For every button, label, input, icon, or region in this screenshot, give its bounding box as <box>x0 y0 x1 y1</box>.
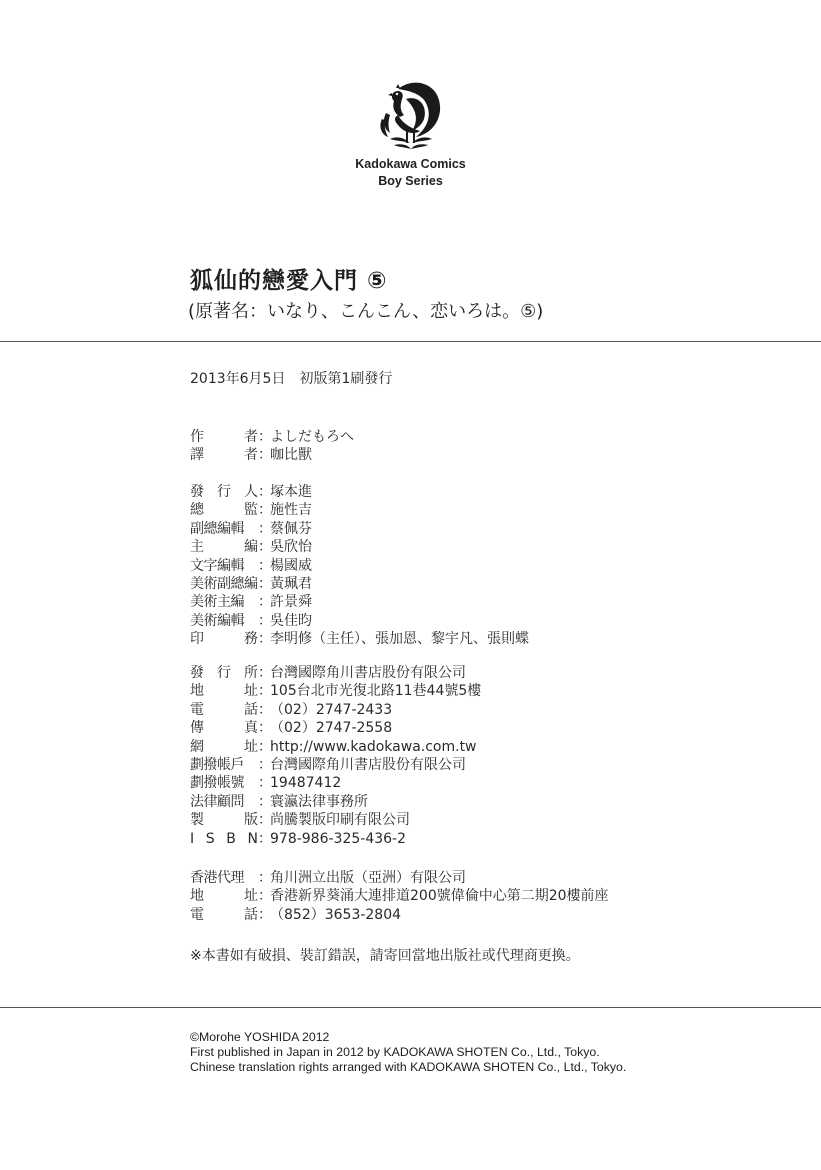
staff-row <box>190 630 529 648</box>
separator: ： <box>258 683 272 700</box>
field-value: http://www.kadokawa.com.tw <box>270 738 477 755</box>
hongkong-row <box>190 869 609 887</box>
separator: ： <box>258 447 272 464</box>
logo-line-2: Boy Series <box>378 174 443 188</box>
label-char: 劃撥帳戶 <box>190 756 244 773</box>
staff-row <box>190 520 529 538</box>
field-label <box>190 557 258 575</box>
separator: ： <box>258 775 272 792</box>
separator: ： <box>258 520 272 537</box>
publisher-row <box>190 738 481 756</box>
field-value: 香港新界葵涌大連排道200號偉倫中心第二期20樓前座 <box>270 888 609 905</box>
field-value: （02）2747-2558 <box>270 720 393 737</box>
copyright-line: ©Morohe YOSHIDA 2012 <box>190 1030 330 1044</box>
label-char: 印 <box>190 631 204 648</box>
original-title: (原著名：いなり、こんこん、恋いろは。⑤) <box>188 301 544 322</box>
first-published-line: First published in Japan in 2012 by KADOKAWA SHOTEN Co., Ltd., Tokyo. <box>190 1045 600 1060</box>
field-value: 角川洲立出版（亞洲）有限公司 <box>270 870 466 886</box>
separator: ： <box>258 502 272 519</box>
label-char: 話 <box>244 701 258 718</box>
label-char: 務 <box>244 631 258 648</box>
publisher-row <box>190 682 481 700</box>
label-char: 主 <box>190 539 204 556</box>
label-char: 者 <box>244 447 258 464</box>
publisher-row <box>190 756 481 774</box>
field-value: （02）2747-2433 <box>270 701 393 718</box>
field-value: 105台北市光復北路11巷44號5樓 <box>270 683 482 700</box>
label-char: 話 <box>244 906 258 923</box>
publisher-row <box>190 664 481 682</box>
publisher-row <box>190 811 481 829</box>
publisher-row <box>190 793 481 811</box>
staff-block <box>190 483 529 649</box>
separator: ： <box>258 429 272 445</box>
field-label <box>190 593 258 611</box>
separator: ： <box>258 665 272 681</box>
publisher-row <box>190 830 481 848</box>
label-char: 址 <box>244 888 258 905</box>
hongkong-row <box>190 906 609 924</box>
copyright-block <box>190 1030 626 1076</box>
field-value: 寰瀛法律事務所 <box>270 793 368 810</box>
separator: ： <box>258 812 272 829</box>
field-value: 蔡佩芬 <box>270 520 312 537</box>
field-value: 許景舜 <box>270 594 312 611</box>
staff-row <box>190 483 529 501</box>
field-value: 台灣國際角川書店股份有限公司 <box>270 665 466 681</box>
field-label <box>190 664 258 682</box>
label-char: 址 <box>244 683 258 700</box>
label-char: 傳 <box>190 720 204 737</box>
field-value: 尚騰製版印刷有限公司 <box>270 812 410 829</box>
field-value: 咖比獸 <box>270 447 312 464</box>
label-char: 版 <box>244 812 258 829</box>
field-label <box>190 887 258 905</box>
label-char: 所 <box>244 665 258 681</box>
field-label <box>190 701 258 719</box>
separator: ： <box>258 738 272 755</box>
field-value: よしだもろへ <box>270 429 354 445</box>
field-value: 李明修（主任）、張加恩、黎宇凡、張則蝶 <box>270 631 529 648</box>
label-char: 編 <box>244 539 258 556</box>
publisher-row <box>190 774 481 792</box>
credits-block <box>190 428 354 465</box>
publisher-row <box>190 701 481 719</box>
staff-row <box>190 575 529 593</box>
field-label <box>190 575 258 593</box>
field-label <box>190 612 258 630</box>
field-label <box>190 630 258 648</box>
separator: ： <box>258 631 272 648</box>
hongkong-agent-block <box>190 869 609 924</box>
credits-row <box>190 446 354 464</box>
label-char: 總 <box>190 502 204 519</box>
hongkong-row <box>190 887 609 905</box>
label-char: 副總編輯 <box>190 520 244 537</box>
separator: ： <box>258 557 272 574</box>
divider-bottom <box>0 1007 821 1008</box>
edition-date: 2013年6月5日 初版第1刷發行 <box>190 371 393 387</box>
field-label <box>190 538 258 556</box>
label-char: 網 <box>190 738 204 755</box>
separator: ： <box>258 594 272 611</box>
publisher-block <box>190 664 481 848</box>
separator: ： <box>258 906 272 923</box>
publisher-row <box>190 719 481 737</box>
staff-row <box>190 557 529 575</box>
field-label <box>190 811 258 829</box>
label-char: 電 <box>190 701 204 718</box>
label-char: B <box>226 830 236 847</box>
label-char: 地 <box>190 888 204 905</box>
field-label <box>190 756 258 774</box>
label-char: 者 <box>244 429 258 445</box>
label-char: 地 <box>190 683 204 700</box>
field-label <box>190 793 258 811</box>
separator: ： <box>258 756 272 773</box>
staff-row <box>190 501 529 519</box>
separator: ： <box>258 612 272 629</box>
separator: ： <box>258 575 272 592</box>
field-value: 黃珮君 <box>270 575 312 592</box>
label-char: S <box>205 830 215 847</box>
field-value: 塚本進 <box>270 484 312 500</box>
separator: ： <box>258 701 272 718</box>
field-label <box>190 830 258 848</box>
label-char: 美術編輯 <box>190 612 244 629</box>
field-label <box>190 501 258 519</box>
phoenix-emblem-icon <box>376 75 446 155</box>
label-char: 香港代理 <box>190 870 244 886</box>
field-label <box>190 682 258 700</box>
label-char: 作 <box>190 429 204 445</box>
separator: ： <box>258 484 272 500</box>
field-value: 978-986-325-436-2 <box>270 830 407 847</box>
label-char: 美術副總編 <box>190 575 258 592</box>
label-char: 發 <box>190 665 204 681</box>
label-char: N <box>247 830 258 847</box>
field-label <box>190 446 258 464</box>
staff-row <box>190 612 529 630</box>
label-char: 址 <box>244 738 258 755</box>
field-label <box>190 483 258 501</box>
label-char: 譯 <box>190 447 204 464</box>
field-value: （852）3653-2804 <box>270 906 402 923</box>
label-char: 真 <box>244 720 258 737</box>
field-label <box>190 428 258 446</box>
label-char: 人 <box>244 484 258 500</box>
field-label <box>190 906 258 924</box>
staff-row <box>190 538 529 556</box>
label-char: 行 <box>217 665 231 681</box>
field-label <box>190 719 258 737</box>
publisher-logo <box>0 75 821 189</box>
separator: ： <box>258 720 272 737</box>
label-char: 美術主編 <box>190 594 244 611</box>
label-char: 劃撥帳號 <box>190 775 244 792</box>
translation-rights-line: Chinese translation rights arranged with KADOKAWA SHOTEN Co., Ltd., Tokyo. <box>190 1060 627 1075</box>
field-label <box>190 774 258 792</box>
field-value: 台灣國際角川書店股份有限公司 <box>270 756 466 773</box>
field-value: 施性吉 <box>270 502 312 519</box>
field-label <box>190 869 258 887</box>
label-char: 製 <box>190 812 204 829</box>
label-char: 行 <box>217 484 231 500</box>
separator: ： <box>258 830 272 847</box>
separator: ： <box>258 793 272 810</box>
label-char: 電 <box>190 906 204 923</box>
book-title: 狐仙的戀愛入門 ⑤ <box>190 268 388 294</box>
label-char: 法律顧問 <box>190 793 244 810</box>
field-value: 楊國威 <box>270 557 312 574</box>
separator: ： <box>258 539 272 556</box>
label-char: 監 <box>244 502 258 519</box>
field-value: 吳欣怡 <box>270 539 312 556</box>
separator: ： <box>258 870 272 886</box>
credits-row <box>190 428 354 446</box>
damage-notice: ※本書如有破損、裝訂錯誤，請寄回當地出版社或代理商更換。 <box>190 948 580 964</box>
label-char: I <box>190 830 195 847</box>
label-char: 文字編輯 <box>190 557 244 574</box>
separator: ： <box>258 888 272 905</box>
field-label <box>190 738 258 756</box>
label-char: 發 <box>190 484 204 500</box>
logo-line-1: Kadokawa Comics <box>355 157 466 171</box>
field-label <box>190 520 258 538</box>
field-value: 19487412 <box>270 775 342 792</box>
staff-row <box>190 593 529 611</box>
field-value: 吳佳昀 <box>270 612 312 629</box>
divider-top <box>0 341 821 342</box>
